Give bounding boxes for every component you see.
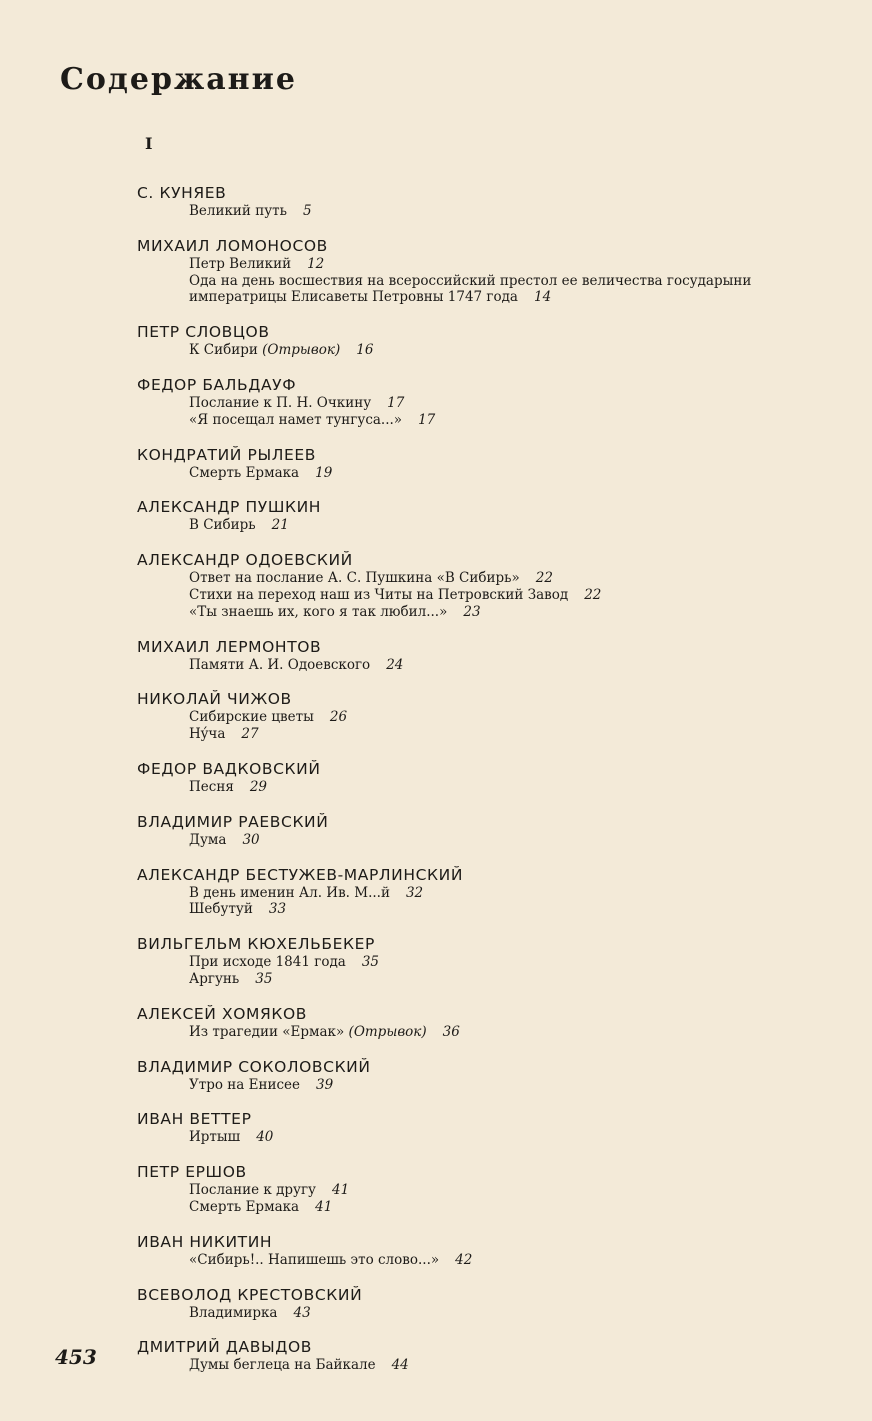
- author-entry: [137, 1005, 797, 1041]
- work-entry: [137, 604, 797, 621]
- work-note: (Отрывок): [262, 342, 341, 359]
- work-entry: [137, 395, 797, 412]
- work-title: Сибирские цветы: [189, 709, 314, 726]
- section-number: I: [145, 134, 153, 153]
- work-entry: [137, 1252, 797, 1269]
- work-page-number: 5: [302, 203, 312, 219]
- work-note: (Отрывок): [348, 1023, 427, 1040]
- work-title: Ода на день восшествия на всероссийский престол ее величества государыни императрицы Елисаветы Петровны 1747 года: [189, 272, 752, 306]
- page-number: 453: [55, 1345, 97, 1369]
- work-page-number: 35: [255, 970, 273, 987]
- work-page-number: 19: [315, 464, 333, 481]
- work-page-number: 40: [256, 1129, 274, 1146]
- work-entry: [137, 203, 797, 220]
- work-title: Великий путь: [189, 203, 287, 219]
- author-entry: [137, 323, 797, 359]
- work-page-number: 30: [242, 831, 260, 848]
- work-page-number: 16: [356, 342, 374, 359]
- author-name: ВЛАДИМИР СОКОЛОВСКИЙ: [137, 1057, 371, 1076]
- work-title: В Сибирь: [189, 517, 256, 534]
- work-title: Песня: [189, 778, 234, 795]
- author-name: НИКОЛАЙ ЧИЖОВ: [137, 690, 292, 709]
- work-title: Думы беглеца на Байкале: [189, 1357, 376, 1374]
- work-entry: [137, 342, 797, 359]
- author-name: КОНДРАТИЙ РЫЛЕЕВ: [137, 445, 317, 464]
- work-entry: [137, 1199, 797, 1216]
- author-name: МИХАИЛ ЛОМОНОСОВ: [137, 236, 328, 255]
- work-page-number: 22: [535, 570, 553, 587]
- work-entry: [137, 1305, 797, 1322]
- page-title: Содержание: [60, 62, 297, 97]
- work-page-number: 36: [442, 1023, 460, 1040]
- work-title: Смерть Ермака: [189, 1198, 300, 1215]
- author-entry: [137, 638, 797, 674]
- author-entry: [137, 813, 797, 849]
- work-page-number: 22: [584, 586, 602, 603]
- work-page-number: 33: [268, 901, 287, 918]
- author-entry: [137, 184, 797, 220]
- author-name: ВЛАДИМИР РАЕВСКИЙ: [137, 812, 329, 831]
- work-page-number: 44: [391, 1357, 409, 1374]
- author-entry: [137, 1338, 797, 1374]
- work-entry: [137, 779, 797, 796]
- author-name: ИВАН ВЕТТЕР: [137, 1110, 252, 1129]
- work-title: Ответ на послание А. С. Пушкина «В Сибирь»: [189, 570, 520, 587]
- work-title: Шебутуй: [189, 901, 253, 918]
- author-name: ВИЛЬГЕЛЬМ КЮХЕЛЬБЕКЕР: [137, 935, 375, 954]
- work-title: Утро на Енисее: [189, 1076, 301, 1093]
- work-title: Владимирка: [189, 1304, 278, 1321]
- author-entry: [137, 446, 797, 482]
- work-title: Аргунь: [189, 970, 240, 987]
- work-title: В день именин Ал. Ив. М...й: [189, 884, 390, 901]
- work-title: Нýча: [189, 726, 226, 743]
- author-name: ФЕДОР ВАДКОВСКИЙ: [137, 759, 321, 778]
- author-name: АЛЕКСАНДР ОДОЕВСКИЙ: [137, 551, 353, 570]
- work-entry: [137, 885, 797, 902]
- author-name: С. КУНЯЕВ: [137, 184, 227, 202]
- work-entry: [137, 1129, 797, 1146]
- author-name: ФЕДОР БАЛЬДАУФ: [137, 375, 297, 394]
- work-entry: [137, 465, 797, 482]
- work-entry: [137, 657, 797, 674]
- work-title: Иртыш: [189, 1129, 241, 1146]
- author-entry: [137, 1110, 797, 1146]
- author-entry: [137, 237, 797, 306]
- work-entry: [137, 726, 797, 743]
- author-name: АЛЕКСАНДР ПУШКИН: [137, 498, 322, 517]
- work-page-number: 26: [329, 709, 348, 726]
- work-title: Петр Великий: [189, 255, 292, 272]
- work-page-number: 23: [463, 603, 481, 620]
- work-title: К Сибири: [189, 342, 258, 359]
- work-entry: [137, 954, 797, 971]
- author-entry: [137, 551, 797, 620]
- work-entry: [137, 1024, 797, 1041]
- work-page-number: 14: [533, 289, 552, 306]
- work-entry: [137, 256, 797, 273]
- work-page-number: 24: [386, 656, 404, 673]
- work-page-number: 32: [405, 884, 424, 901]
- table-of-contents: [137, 184, 797, 1391]
- work-title: Памяти А. И. Одоевского: [189, 656, 371, 673]
- work-page-number: 42: [455, 1251, 473, 1268]
- work-entry: [137, 1077, 797, 1094]
- work-entry: [137, 570, 797, 587]
- author-name: ДМИТРИЙ ДАВЫДОВ: [137, 1338, 312, 1357]
- author-entry: [137, 376, 797, 429]
- author-entry: [137, 1163, 797, 1216]
- author-name: АЛЕКСАНДР БЕСТУЖЕВ-МАРЛИНСКИЙ: [137, 865, 464, 884]
- author-entry: [137, 498, 797, 534]
- work-entry: [137, 901, 797, 918]
- work-title: При исходе 1841 года: [189, 954, 346, 971]
- author-name: МИХАИЛ ЛЕРМОНТОВ: [137, 637, 322, 656]
- author-entry: [137, 1233, 797, 1269]
- author-entry: [137, 1286, 797, 1322]
- work-title: Послание к П. Н. Очкину: [189, 394, 372, 411]
- author-name: ВСЕВОЛОД КРЕСТОВСКИЙ: [137, 1285, 363, 1304]
- work-page-number: 27: [241, 726, 259, 743]
- work-title: Из трагедии «Ермак»: [189, 1023, 345, 1040]
- work-page-number: 17: [387, 394, 405, 411]
- work-entry: [137, 587, 797, 604]
- author-entry: [137, 866, 797, 919]
- work-entry: [137, 832, 797, 849]
- work-entry: [137, 1182, 797, 1199]
- author-name: ИВАН НИКИТИН: [137, 1232, 273, 1251]
- work-page-number: 43: [293, 1304, 311, 1321]
- work-title: Стихи на переход наш из Читы на Петровский Завод: [189, 586, 569, 603]
- work-page-number: 29: [249, 778, 268, 795]
- work-page-number: 12: [307, 255, 325, 272]
- author-entry: [137, 690, 797, 743]
- work-page-number: 41: [315, 1198, 333, 1215]
- work-title: Послание к другу: [189, 1182, 317, 1199]
- work-entry: [137, 1357, 797, 1374]
- author-name: АЛЕКСЕЙ ХОМЯКОВ: [137, 1004, 307, 1023]
- work-title: «Я посещал намет тунгуса...»: [189, 411, 403, 428]
- work-title: «Сибирь!.. Напишешь это слово...»: [189, 1251, 440, 1268]
- work-entry: [137, 517, 797, 534]
- work-entry: [137, 273, 777, 307]
- author-entry: [137, 760, 797, 796]
- author-entry: [137, 1058, 797, 1094]
- work-entry: [137, 709, 797, 726]
- author-entry: [137, 935, 797, 988]
- work-page-number: 35: [361, 954, 379, 971]
- author-name: ПЕТР ЕРШОВ: [137, 1163, 247, 1182]
- work-page-number: 39: [316, 1076, 334, 1093]
- work-title: Смерть Ермака: [189, 464, 300, 481]
- work-title: «Ты знаешь их, кого я так любил...»: [189, 603, 448, 620]
- author-name: ПЕТР СЛОВЦОВ: [137, 323, 270, 342]
- work-entry: [137, 412, 797, 429]
- work-entry: [137, 971, 797, 988]
- work-title: Дума: [189, 831, 227, 848]
- work-page-number: 17: [418, 411, 436, 428]
- work-page-number: 21: [271, 517, 289, 534]
- work-page-number: 41: [332, 1182, 350, 1199]
